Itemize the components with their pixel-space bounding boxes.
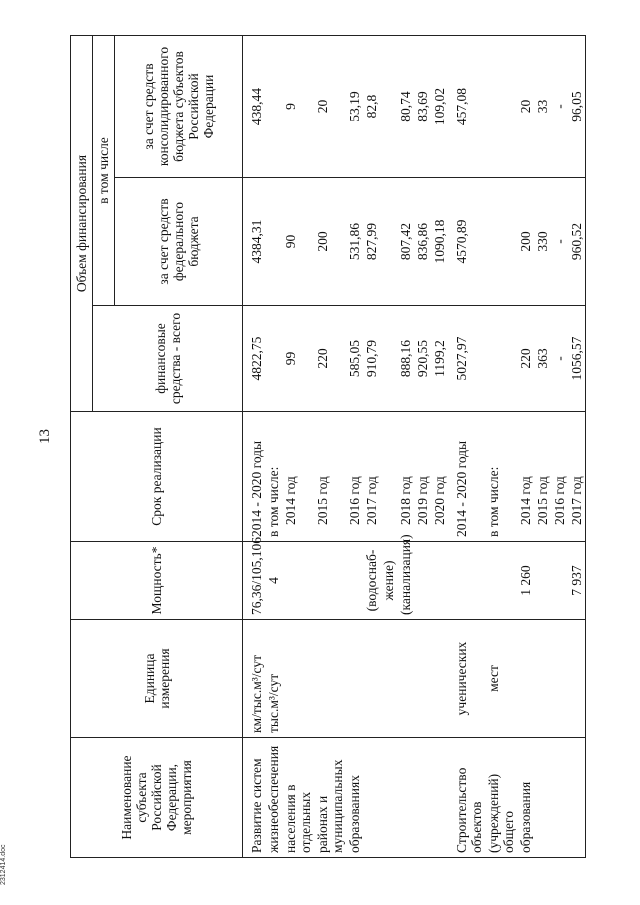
row-unit — [534, 620, 551, 738]
row-name — [431, 738, 448, 858]
row-unit — [551, 620, 568, 738]
header-period: Срок реализации — [71, 412, 243, 542]
table-row — [346, 36, 363, 858]
row-period: 2019 год — [414, 412, 431, 542]
row-federal: - — [551, 178, 568, 306]
row-unit — [363, 620, 380, 738]
row-regional: 457,08 — [448, 36, 485, 178]
row-period: 2014 год — [282, 412, 314, 542]
header-capacity: Мощность* — [71, 542, 243, 620]
row-federal — [485, 178, 517, 306]
funding-table — [70, 35, 586, 858]
row-regional: 9 — [282, 36, 314, 178]
row-period: 2015 год — [534, 412, 551, 542]
row-period: 2014 - 2020 годы — [243, 412, 266, 542]
row-capacity — [551, 542, 568, 620]
row-period: 2017 год — [568, 412, 586, 542]
row-period — [380, 412, 397, 542]
table-row — [397, 36, 414, 858]
row-regional — [380, 36, 397, 178]
row-period: 2015 год — [314, 412, 346, 542]
row-name — [363, 738, 380, 858]
row-regional: 83,69 — [414, 36, 431, 178]
row-unit: мест — [485, 620, 517, 738]
table-row — [363, 36, 380, 858]
row-period: 2014 год — [517, 412, 534, 542]
row-name: жизнеобеспечения — [265, 738, 282, 858]
row-federal: 90 — [282, 178, 314, 306]
row-regional: 80,74 — [397, 36, 414, 178]
row-federal: 1090,18 — [431, 178, 448, 306]
row-regional: 20 — [517, 36, 534, 178]
header-total: финансовые средства - всего — [93, 306, 243, 412]
row-total: 220 — [314, 306, 346, 412]
row-total: 1199,2 — [431, 306, 448, 412]
row-name: (учреждений) общего — [485, 738, 517, 858]
row-unit — [397, 620, 414, 738]
table-row — [534, 36, 551, 858]
row-capacity — [534, 542, 551, 620]
row-total — [380, 306, 397, 412]
table-row — [551, 36, 568, 858]
row-capacity — [414, 542, 431, 620]
row-regional: - — [551, 36, 568, 178]
row-total: 363 — [534, 306, 551, 412]
row-total: 220 — [517, 306, 534, 412]
table-row — [414, 36, 431, 858]
row-capacity — [448, 542, 485, 620]
row-regional: 82,8 — [363, 36, 380, 178]
row-name: Строительство объектов — [448, 738, 485, 858]
row-federal: 531,86 — [346, 178, 363, 306]
row-name: районах и муниципальных — [314, 738, 346, 858]
table-row — [568, 36, 586, 858]
row-capacity — [346, 542, 363, 620]
table-row — [517, 36, 534, 858]
row-name — [534, 738, 551, 858]
row-period: в том числе: — [485, 412, 517, 542]
row-period: 2020 год — [431, 412, 448, 542]
row-unit — [314, 620, 346, 738]
row-federal: 200 — [517, 178, 534, 306]
row-unit — [431, 620, 448, 738]
row-total: 888,16 — [397, 306, 414, 412]
row-capacity: (водоснаб- — [363, 542, 380, 620]
row-period: 2016 год — [346, 412, 363, 542]
row-name — [414, 738, 431, 858]
footer-filename: 2312414.doc — [0, 844, 7, 885]
row-total — [485, 306, 517, 412]
row-unit — [282, 620, 314, 738]
table-row — [265, 36, 282, 858]
table-row — [431, 36, 448, 858]
row-unit — [380, 620, 397, 738]
row-total: 4822,75 — [243, 306, 266, 412]
table-header — [71, 36, 243, 858]
row-regional — [265, 36, 282, 178]
row-capacity — [282, 542, 314, 620]
row-regional: 20 — [314, 36, 346, 178]
row-federal: 960,52 — [568, 178, 586, 306]
row-total: 910,79 — [363, 306, 380, 412]
row-name: образованиях — [346, 738, 363, 858]
table-row — [282, 36, 314, 858]
row-federal: 200 — [314, 178, 346, 306]
row-period: в том числе: — [265, 412, 282, 542]
row-capacity: 7 937 — [568, 542, 586, 620]
header-unit: Единица измерения — [71, 620, 243, 738]
table-row — [448, 36, 485, 858]
funding-table-container — [70, 36, 584, 858]
header-federal: за счет средств федерального бюджета — [115, 178, 243, 306]
row-capacity — [431, 542, 448, 620]
row-total: 99 — [282, 306, 314, 412]
row-capacity: 1 260 — [517, 542, 534, 620]
table-row — [485, 36, 517, 858]
row-name: Развитие систем — [243, 738, 266, 858]
row-period: 2017 год — [363, 412, 380, 542]
row-name — [551, 738, 568, 858]
header-including: в том числе — [93, 36, 115, 306]
row-federal — [380, 178, 397, 306]
row-capacity: 76,36/105,106 — [243, 542, 266, 620]
row-total: 585,05 — [346, 306, 363, 412]
row-capacity — [314, 542, 346, 620]
row-period: 2014 - 2020 годы — [448, 412, 485, 542]
row-regional: 109,02 — [431, 36, 448, 178]
table-row — [243, 36, 266, 858]
header-name: Наименование субъекта Российской Федерации, мероприятия — [71, 738, 243, 858]
row-period: 2016 год — [551, 412, 568, 542]
row-unit — [568, 620, 586, 738]
row-federal: 4570,89 — [448, 178, 485, 306]
row-unit — [517, 620, 534, 738]
row-regional: 96,05 — [568, 36, 586, 178]
row-total: - — [551, 306, 568, 412]
header-funding-group: Объем финансирования — [71, 36, 93, 412]
row-name: образования — [517, 738, 534, 858]
table-row — [380, 36, 397, 858]
row-unit: км/тыс.м³/сут — [243, 620, 266, 738]
page-number: 13 — [37, 429, 53, 444]
row-regional: 33 — [534, 36, 551, 178]
table-body — [243, 36, 586, 858]
row-regional: 53,19 — [346, 36, 363, 178]
row-capacity: жение) — [380, 542, 397, 620]
row-unit: ученических — [448, 620, 485, 738]
row-name — [397, 738, 414, 858]
row-capacity: (канализация) — [397, 542, 414, 620]
row-unit — [414, 620, 431, 738]
row-name — [568, 738, 586, 858]
table-row — [314, 36, 346, 858]
row-name: населения в отдельных — [282, 738, 314, 858]
row-unit — [346, 620, 363, 738]
row-total — [265, 306, 282, 412]
row-federal — [265, 178, 282, 306]
header-regional: за счет средств консолидированного бюджета субъектов Российской Федерации — [115, 36, 243, 178]
row-total: 920,55 — [414, 306, 431, 412]
row-regional — [485, 36, 517, 178]
row-federal: 836,86 — [414, 178, 431, 306]
row-capacity — [485, 542, 517, 620]
row-name — [380, 738, 397, 858]
row-unit: тыс.м³/сут — [265, 620, 282, 738]
row-period: 2018 год — [397, 412, 414, 542]
row-federal: 4384,31 — [243, 178, 266, 306]
row-capacity: 4 — [265, 542, 282, 620]
row-total: 1056,57 — [568, 306, 586, 412]
row-federal: 827,99 — [363, 178, 380, 306]
row-federal: 330 — [534, 178, 551, 306]
row-federal: 807,42 — [397, 178, 414, 306]
row-regional: 438,44 — [243, 36, 266, 178]
row-total: 5027,97 — [448, 306, 485, 412]
